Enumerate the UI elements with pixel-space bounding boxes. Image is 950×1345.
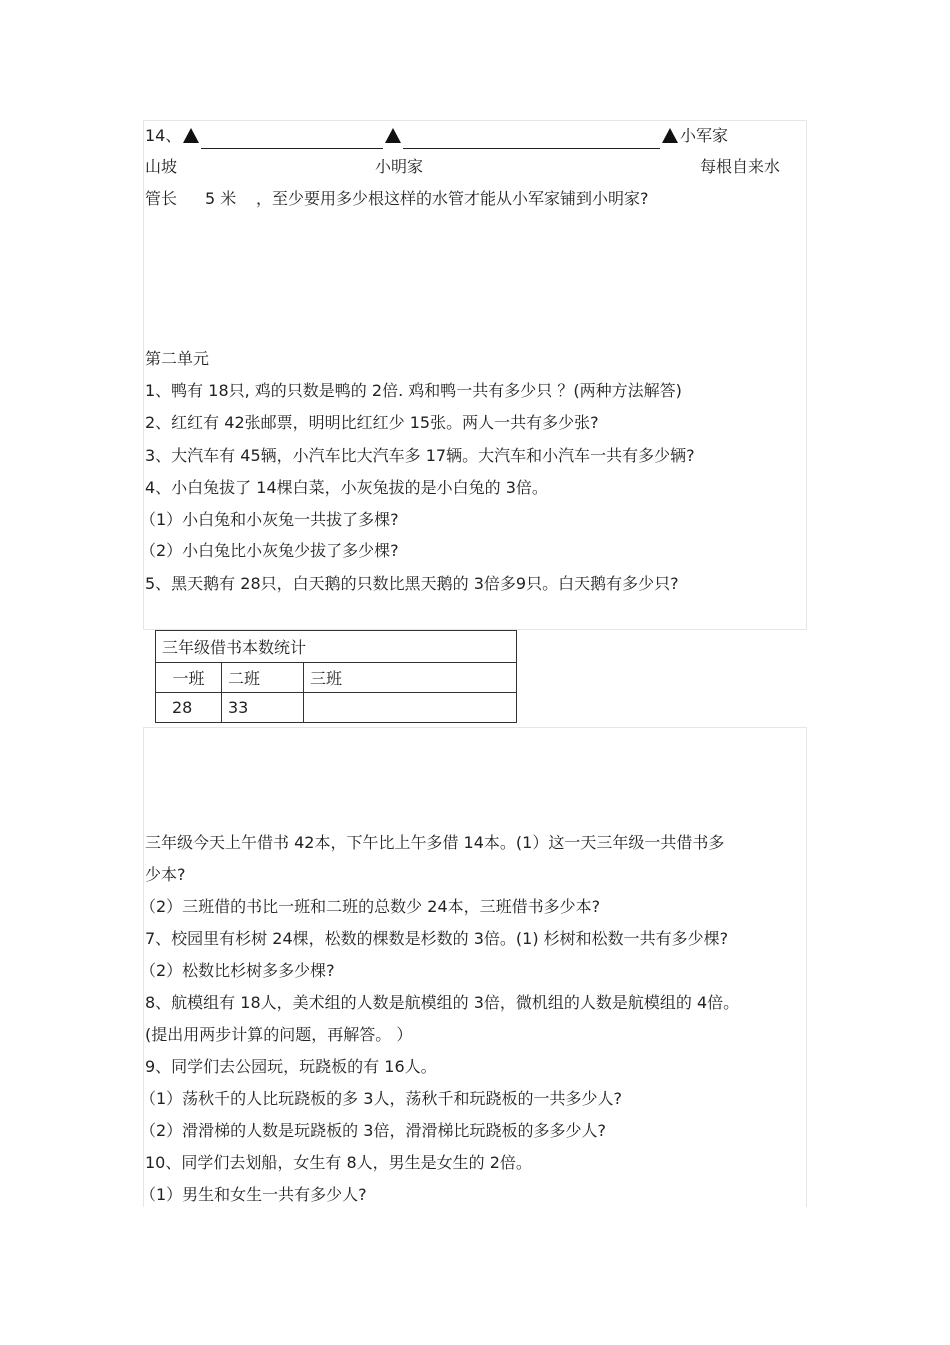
question-9-part-2: （2）滑滑梯的人数是玩跷板的 3倍，滑滑梯比玩跷板的多多少人? <box>140 1121 606 1140</box>
q14-right-label: 每根自来水 <box>700 157 781 176</box>
question-6-part-2: （2）三班借的书比一班和二班的总数少 24本，三班借书多少本? <box>140 897 601 916</box>
question-7: 7、校园里有杉树 24棵，松数的棵数是杉数的 3倍。(1) 杉树和松数一共有多少棵? <box>145 929 729 948</box>
question-6-line-2: 少本? <box>145 865 186 884</box>
q14-text-part3: ，至少要用多少根这样的水管才能从小军家铺到小明家? <box>256 189 649 208</box>
table-header-cell: 一班 <box>156 663 222 693</box>
table-cell: 33 <box>222 693 304 723</box>
segment-line-2 <box>403 148 660 149</box>
q14-mid-label: 小明家 <box>375 157 424 176</box>
question-8-line-2: (提出用两步计算的问题，再解答。 ） <box>145 1025 413 1044</box>
question-5: 5、黑天鹅有 28只，白天鹅的只数比黑天鹅的 3倍多9只。白天鹅有多少只? <box>145 574 679 593</box>
q14-text-part2: 5 米 <box>205 189 237 208</box>
q14-number: 14、 <box>145 126 182 145</box>
segment-line-1 <box>201 148 383 149</box>
table-header-cell: 二班 <box>222 663 304 693</box>
question-10: 10、同学们去划船，女生有 8人，男生是女生的 2倍。 <box>145 1153 532 1172</box>
table-row <box>156 693 517 723</box>
question-4-part-2: （2）小白兔比小灰兔少拔了多少棵? <box>140 541 399 560</box>
question-3: 3、大汽车有 45辆，小汽车比大汽车多 17辆。大汽车和小汽车一共有多少辆? <box>145 446 695 465</box>
table-header-cell: 三班 <box>304 663 517 693</box>
table-title-row <box>156 631 517 663</box>
triangle-marker-icon <box>385 128 401 143</box>
triangle-marker-icon <box>662 128 678 143</box>
question-8-line-1: 8、航模组有 18人，美术组的人数是航模组的 3倍，微机组的人数是航模组的 4倍。 <box>145 993 740 1012</box>
question-1: 1、鸭有 18只, 鸡的只数是鸭的 2倍. 鸡和鸭一共有多少只 ？(两种方法解答) <box>145 381 682 400</box>
question-10-part-1: （1）男生和女生一共有多少人? <box>140 1185 367 1204</box>
table-cell <box>304 693 517 723</box>
table-cell: 28 <box>156 693 222 723</box>
question-4: 4、小白兔拔了 14棵白菜，小灰兔拔的是小白兔的 3倍。 <box>145 478 548 497</box>
question-4-part-1: （1）小白兔和小灰兔一共拔了多棵? <box>140 510 399 529</box>
borrowing-table <box>155 630 517 723</box>
question-7-part-2: （2）松数比杉树多多少棵? <box>140 961 335 980</box>
section-title: 第二单元 <box>145 349 210 368</box>
table-header-row <box>156 663 517 693</box>
question-9-part-1: （1）荡秋千的人比玩跷板的多 3人，荡秋千和玩跷板的一共多少人? <box>140 1089 622 1108</box>
q14-left-label: 山坡 <box>145 157 178 176</box>
q14-endpoint-label: 小军家 <box>680 126 729 145</box>
question-9: 9、同学们去公园玩，玩跷板的有 16人。 <box>145 1057 437 1076</box>
table-title: 三年级借书本数统计 <box>156 631 517 663</box>
triangle-marker-icon <box>183 128 199 143</box>
q14-text-part1: 管长 <box>145 189 178 208</box>
question-2: 2、红红有 42张邮票，明明比红红少 15张。两人一共有多少张? <box>145 413 599 432</box>
question-6-line-1: 三年级今天上午借书 42本，下午比上午多借 14本。(1）这一天三年级一共借书多 <box>145 833 725 852</box>
